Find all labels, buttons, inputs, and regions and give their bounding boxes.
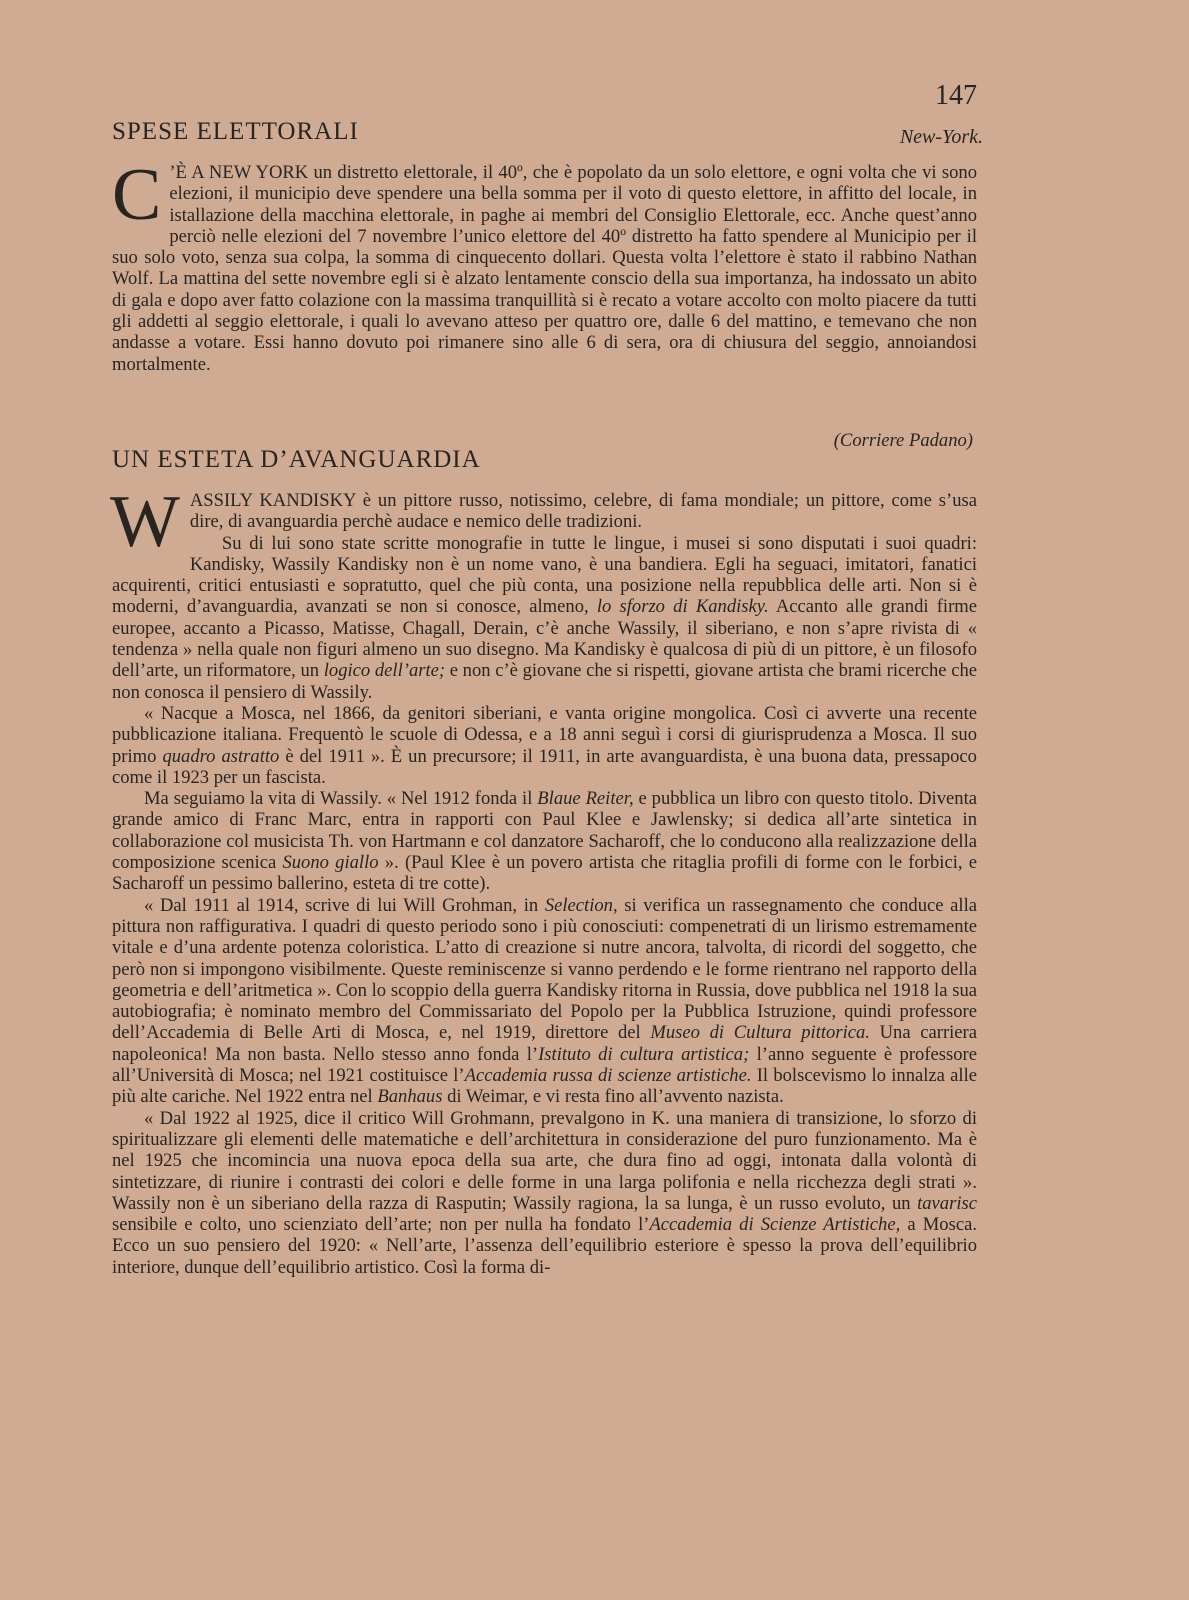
text-run: Una carriera napoleonica! Ma non basta. Nello stesso anno fonda l’ bbox=[112, 1022, 977, 1065]
article-body-spese-elettorali bbox=[112, 154, 977, 375]
text-run: Accanto alle grandi firme europee, accanto a Picasso, Matisse, Chagall, Derain, c’è anche Wassily, il siberiano, e non s’apre rivista di « tendenza » nella quale non figuri almeno un suo disegno. Ma Kandisky è qualcosa di più di un pittore, è un filosofo dell’arte, un riformatore, un bbox=[112, 596, 977, 682]
text-run: e non c’è giovane che si rispetti, giovane artista che brami ricerche che non conosca il pensiero di Wassily. bbox=[112, 660, 977, 703]
text-run: « Dal 1922 al 1925, dice il critico Will Grohmann, prevalgono in K. una maniera di transizione, lo sforzo di spiritualizzare gli elementi delle matematiche e dell’architettura in considerazione del puro funzionamento. Ma è nel 1925 che incomincia una nuova epoca della sua arte, che dura fino ad oggi, intonata dalla volontà di sintetizzare, di riunire i contrasti dei colori e delle forme in una larga polifonia e nella ricchezza degli strati ». Wassily non è un siberiano della razza di Rasputin; Wassily ragiona, la sa lunga, è un russo evoluto, un bbox=[112, 1107, 977, 1214]
text-run: ». (Paul Klee è un povero artista che ritaglia profili di forme con le forbici, e Sacharoff un pessimo ballerino, esteta di tre cotte). bbox=[112, 852, 977, 895]
text-run: e pubblica un libro con questo titolo. Diventa grande amico di Franc Marc, entra in rapporti con Paul Klee e Jawlensky; si dedica all’arte sintetica in collaborazione col musicista Th. von Hartmann e col danzatore Sacharoff, che lo conducono alla realizzazione della composizione scenica bbox=[112, 788, 977, 874]
text-run: di Weimar, e vi resta fino all’avvento nazista. bbox=[442, 1086, 784, 1108]
article-paragraph bbox=[112, 895, 977, 1108]
article-paragraph bbox=[112, 1108, 977, 1278]
article-paragraph bbox=[112, 533, 977, 703]
italic-run: Selection, bbox=[544, 894, 618, 916]
text-run: a Mosca. Ecco un suo pensiero del 1920: « Nell’arte, l’assenza dell’equilibrio esteriore è spesso la prova dell’equilibrio interiore, dunque dell’equilibrio artistico. Così la forma di- bbox=[112, 1214, 977, 1278]
italic-run: logico dell’arte; bbox=[323, 660, 446, 682]
text-run: Ma seguiamo la vita di Wassily. « Nel 1912 fonda il bbox=[144, 788, 538, 810]
article-source: (Corriere Padano) bbox=[833, 430, 973, 451]
text-run: « Nacque a Mosca, nel 1866, da genitori siberiani, e vanta origine mongolica. Così ci avverte una recente pubblicazione italiana. Frequentò le scuole di Odessa, e a 18 anni seguì i corsi di giurisprudenza a Mosca. Il suo primo bbox=[112, 702, 977, 767]
text-run: si verifica un rassegnamento che conduce alla pittura non raffigurativa. I quadri di questo periodo sono i più conosciuti: compenetrati di un lirismo estremamente vitale e d’una ardente potenza coloristica. L’atto di creazione si nutre ancora, talvolta, di ricordi del soggetto, che però non si impongono visibilmente. Queste reminiscenze si vanno perdendo e le forme rientrano nel rapporto della geometria e dell’aritmetica ». Con lo scoppio della guerra Kandisky ritorna in Russia, dove pubblica nel 1918 la sua autobiografia; è nominato membro del Commissariato del Popolo per la Pubblica Istruzione, quindi professore dell’Accademia di Belle Arti di Mosca, e, nel 1919, direttore del bbox=[112, 894, 977, 1044]
article-title-esteta: UN ESTETA D’AVANGUARDIA bbox=[112, 446, 481, 473]
page-number: 147 bbox=[935, 80, 977, 111]
article-paragraph bbox=[112, 703, 977, 788]
article-paragraph bbox=[110, 481, 977, 563]
italic-run: Suono giallo bbox=[282, 852, 379, 874]
text-run: l’anno seguente è professore all’Università di Mosca; nel 1921 costituisce l’ bbox=[112, 1043, 978, 1087]
article-paragraph bbox=[112, 154, 977, 375]
italic-run: Accademia russa di scienze artistiche. bbox=[464, 1065, 752, 1087]
italic-run: tavarisc bbox=[917, 1192, 977, 1214]
italic-run: Accademia di Scienze Artistiche, bbox=[649, 1214, 901, 1236]
paragraph-text: ’È A NEW YORK un distretto elettorale, il 40º, che è popolato da un solo elettore, e ogni volta che vi sono elezioni, il municipio deve spendere una bella somma per il voto di questo elettore, in affitto del locale, in istallazione della macchina elettorale, in paghe ai membri del Consiglio Elettorale, ecc. Anche quest’anno perciò nelle elezioni del 7 novembre l’unico elettore del 40º distretto ha fatto spendere al Municipio per il suo solo voto, senza sua colpa, la somma di cinquecento dollari. Questa volta l’elettore è stato il rabbino Nathan Wolf. La mattina del sette novembre egli si è alzato lentamente conscio della sua importanza, ha indossato un abito di gala e dopo aver fatto colazione con la massima tranquillità si è recato a votare accolto con molto piacere da tutti gli addetti al seggio elettorale, i quali lo avevano atteso per quattro ore, dalle 6 del mattino, e temevano che non andasse a votare. Essi hanno dovuto poi rimanere sino alle 6 di sera, ora di chiusura del seggio, annoiandosi mortalmente. bbox=[112, 162, 977, 375]
italic-run: Blaue Reiter, bbox=[537, 788, 634, 810]
text-run: è del 1911 ». È un precursore; il 1911, in arte avanguardista, è una buona data, pressapoco come il 1923 per un fascista. bbox=[112, 745, 977, 788]
text-run: sensibile e colto, uno scienziato dell’arte; non per nulla ha fondato l’ bbox=[112, 1214, 650, 1236]
article-title-spese-elettorali: SPESE ELETTORALI bbox=[112, 118, 359, 145]
italic-run: Istituto di cultura artistica; bbox=[538, 1043, 750, 1065]
italic-run: Museo di Cultura pittorica. bbox=[650, 1022, 870, 1044]
article-body-esteta bbox=[110, 481, 978, 1278]
text-run: Su di lui sono state scritte monografie in tutte le lingue, i musei si sono disputati i suoi quadri: Kandisky, Wassily Kandisky non è un nome vano, è una bandiera. Egli ha seguaci, imitatori, fanatici acquirenti, critici entusiasti e sopratutto, quel che più conta, una posizione nella repubblica delle arti. Non si è moderni, d’avanguardia, avanzati se non si conosce, almeno, bbox=[112, 532, 977, 618]
italic-run: quadro astratto bbox=[162, 745, 280, 767]
italic-run: Banhaus bbox=[377, 1086, 443, 1108]
text-run: « Dal 1911 al 1914, scrive di lui Will Grohman, in bbox=[144, 894, 545, 916]
italic-run: lo sforzo di Kandisky. bbox=[596, 596, 769, 618]
article-place: New-York. bbox=[899, 126, 983, 148]
paragraph-text: ASSILY KANDISKY è un pittore russo, notissimo, celebre, di fama mondiale; un pittore, come s’usa dire, di avanguardia perchè audace e nemico delle tradizioni. bbox=[189, 490, 977, 533]
text-run: Il bolscevismo lo innalza alle più alte cariche. Nel 1922 entra nel bbox=[112, 1065, 977, 1108]
drop-cap: C bbox=[112, 154, 162, 236]
article-paragraph bbox=[112, 788, 977, 894]
drop-cap: W bbox=[110, 481, 180, 563]
